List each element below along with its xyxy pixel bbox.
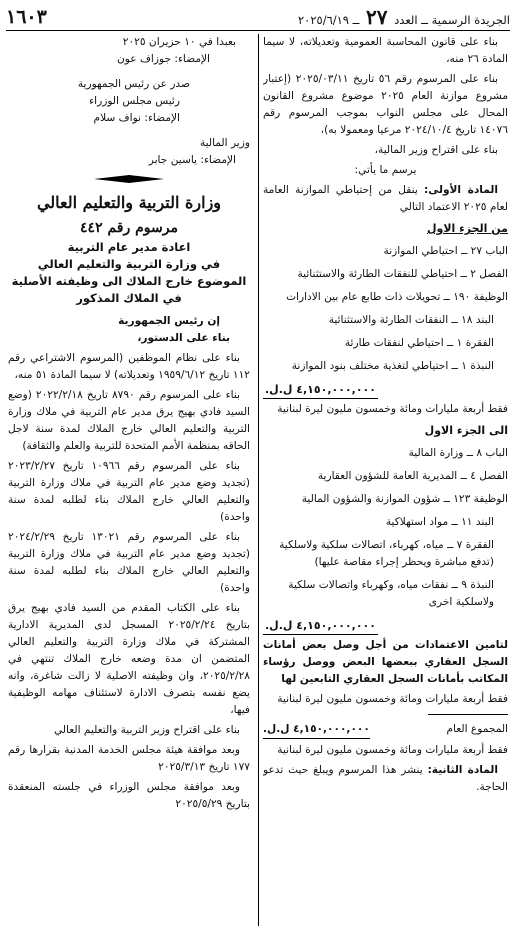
to-part-heading: الى الجزء الاول [424,424,508,437]
from-line: البند ١٨ ــ النفقات الطارئة والاستثنائية [328,314,494,326]
to-line: البند ١١ ــ مواد استهلاكية [385,516,494,528]
from-line: الوظيفة ١٩٠ ــ تحويلات ذات طابع عام بين الادارات [286,291,508,303]
total-label: المجموع العام [446,723,508,735]
intro-paragraph: بناء على قانون المحاسبة العمومية وتعديلاته، لا سيما المادة ٢٦ منه، [263,36,508,65]
to-line: الفصل ٤ ــ المديرية العامة للشؤون العقارية [317,470,508,482]
page-header [6,4,510,31]
decree-title-line: في وزارة التربية والتعليم العالي [37,257,221,271]
header-title: الجريدة الرسمية ــ العدد [394,13,510,27]
president-preamble: إن رئيس الجمهورية [118,315,220,327]
decree-paragraph: وبعد موافقة مجلس الوزراء في جلسته المنعقدة بتاريخ ٢٠٢٥/٥/٢٩ [8,781,250,810]
decree-title-line: في الملاك المذكور [76,291,182,305]
from-line: الفصل ٢ ــ احتياطي للنفقات الطارئة والاستثنائية [297,268,508,280]
purpose-in-words: فقط أربعة مليارات ومائة وخمسون مليون ليرة لبنانية [277,693,508,705]
total-separator [428,714,508,715]
finance-minister-title: وزير المالية [199,137,250,149]
issue-date: ــ ٢٠٢٥/٦/١٩ [297,13,360,27]
article-one-label: المادة الأولى: [424,184,498,196]
amount-row [263,617,508,635]
article-two-text: ينشر هذا المرسوم ويبلغ حيث تدعو الحاجة. [263,764,508,793]
from-line: الفقرة ١ ــ احتياطي لنفقات طارئة [344,337,494,349]
part-one-heading: من الجزء الاول [426,222,508,235]
article-two-label: المادة الثانية: [427,764,498,776]
intro-paragraph: بناء على المرسوم رقم ٥٦ تاريخ ٢٠٢٥/٠٣/١١ (إعتبار مشروع موازنة العام ٢٠٢٥ موضوع مشروع القانون المحال على مجلس النواب بموجب المرسوم رقم ١٤٠٧٦ تاريخ ٢٠٢٤/١٠/٤ مرعيا ومعمولا به)، [263,73,508,136]
ministry-title: وزارة التربية والتعليم العالي [36,193,222,212]
header-title-group [298,5,510,29]
finance-minister-signature: الإمضاء: ياسين جابر [148,154,236,166]
total-in-words: فقط أربعة مليارات ومائة وخمسون مليون ليرة لبنانية [277,744,508,756]
issued-by: صدر عن رئيس الجمهورية [77,78,190,90]
amount-figure: ٤,١٥٠,٠٠٠,٠٠٠ ل.ل. [263,617,378,635]
to-line: الوظيفة ١٢٣ ــ شؤون الموازنة والشؤون المالية [301,493,508,505]
decree-paragraph: بناء على اقتراح وزير التربية والتعليم العالي [53,724,240,736]
article-one-text: ينقل من إحتياطي الموازنة العامة لعام ٢٠٢٥ الاعتماد التالي [263,184,508,213]
president-signature: الإمضاء: جوزاف عون [117,53,210,65]
from-line: النبذة ١ ــ احتياطي لتغذية مختلف بنود الموازنة [291,360,494,372]
decree-paragraph: بناء على المرسوم رقم ١٠٩٦٦ تاريخ ٢٠٢٣/٢/٢٧ (تجديد وضع مدير عام التربية في ملاك وزارة التربية والتعليم العالي خارج الملاك بناء لطلبه لمدة سنة واحدة) [8,460,250,523]
decree-paragraph: بناء على المرسوم رقم ٨٧٩٠ تاريخ ٢٠٢٢/٢/١٨ (وضع السيد فادي بهيج يرق مدير عام التربية في ملاك وزارة التربية والتعليم العالي خارج الملاك لمدة سنة لاجل الحاقه بمنظمة الأمم المتحدة للتربية والعلم والثقافة) [8,389,250,452]
amount-in-words: فقط أربعة مليارات ومائة وخمسون مليون ليرة لبنانية [277,403,508,415]
right-column [263,34,508,930]
total-amount: ٤,١٥٠,٠٠٠,٠٠٠ ل.ل. [263,721,370,739]
page-number: ١٦٠٣ [6,6,47,28]
signing-date: بعبدا في ١٠ حزيران ٢٠٢٥ [122,36,236,48]
decree-paragraph: بناء على المرسوم رقم ١٣٠٢١ تاريخ ٢٠٢٤/٢/٢٩ (تجديد وضع مدير عام التربية في ملاك وزارة التربية والتعليم العالي خارج الملاك بناء لطلبه لمدة سنة واحدة) [8,531,250,594]
article-one [263,182,508,216]
column-divider [258,34,259,926]
pm-signature: الإمضاء: نواف سلام [93,112,180,124]
decree-paragraph: بناء على الكتاب المقدم من السيد فادي بهيج يرق بتاريخ ٢٠٢٥/٢/٢٤ المسجل لدى المديرية الادارية المشتركة في ملاك وزارة التربية والتعليم العالي المتضمن ان مدة وضعه خارج الملاك تنتهي في ٢٠٢٥/٢/٢٨، وان وظيفته الاصلية لا زالت شاغرة، وانه يضع نفسه بتصرف الادارة لاستئناف مهامه الوظيفية فيها، [8,602,250,716]
decree-number: مرسوم رقم ٤٤٢ [80,220,178,236]
decree-title-line: اعادة مدير عام التربية [67,240,191,254]
left-column [8,34,250,930]
amount-figure: ٤,١٥٠,٠٠٠,٠٠٠ ل.ل. [263,381,378,399]
intro-paragraph: بناء على اقتراح وزير المالية، [374,144,498,156]
issue-number: ٢٧ [366,5,388,29]
to-line: النبذة ٩ ــ نفقات مياه، وكهرباء واتصالات سلكية ولاسلكية اخرى [288,579,494,608]
section-divider-ornament [94,175,164,183]
constitution-line: بناء على الدستور، [137,332,230,344]
to-line: الباب ٨ ــ وزارة المالية [408,447,508,459]
amount-row [263,381,508,399]
purpose-text: لتامين الاعتمادات من أجل وصل بعض أمانات السجل العقاري ببعضها البعض ووصل رؤساء المكاتب بأمانات السجل العقاري التابعين لها [263,639,508,685]
decree-title-line: الموضوع خارج الملاك الى وظيفته الأصلية [11,274,247,288]
decree-paragraph: وبعد موافقة هيئة مجلس الخدمة المدنية بقرارها رقم ١٧٧ تاريخ ٢٠٢٥/٣/١٣ [8,744,250,773]
decree-paragraph: بناء على نظام الموظفين (المرسوم الاشتراعي رقم ١١٢ تاريخ ١٩٥٩/٦/١٢ وتعديلاته) لا سيما المادة ٥١ منه، [8,352,250,381]
from-line: الباب ٢٧ ــ احتياطي الموازنة [383,245,508,257]
to-line: الفقرة ٧ ــ مياه، كهرباء، اتصالات سلكية ولاسلكية (تدفع مباشرة ويحظر إجراء مقاصة عليها) [279,539,494,568]
article-two [263,762,508,796]
decrees-line: يرسم ما يأتي: [354,164,417,176]
total-row [263,721,508,739]
pm-title: رئيس مجلس الوزراء [89,95,180,107]
